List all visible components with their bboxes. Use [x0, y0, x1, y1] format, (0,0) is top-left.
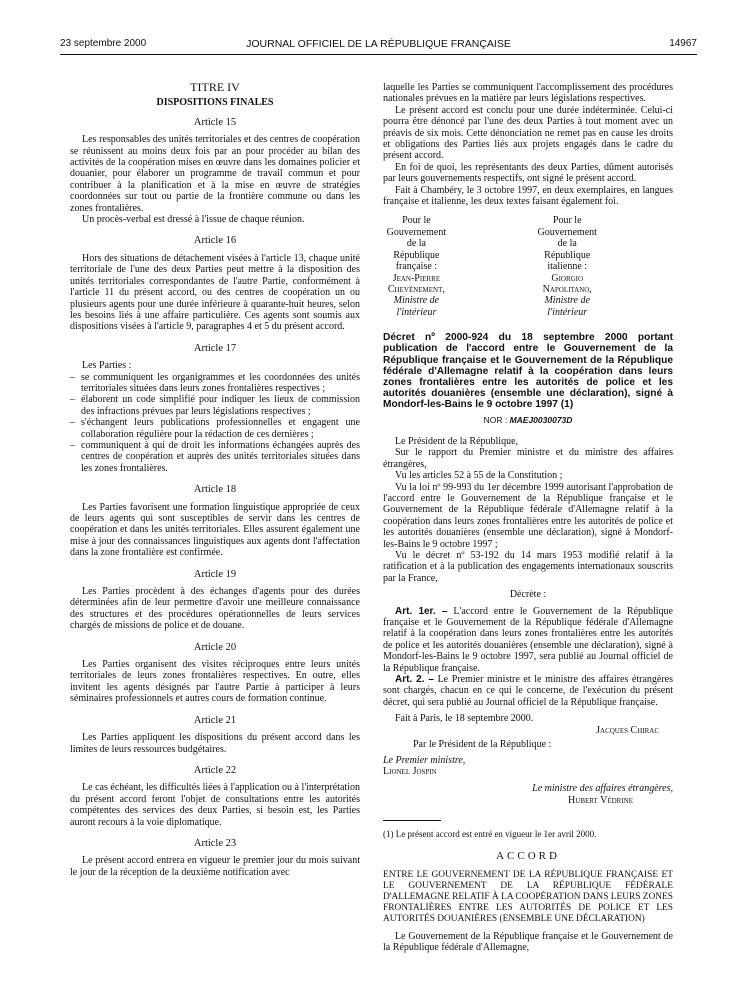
- article-23-title: Article 23: [193, 837, 237, 849]
- article-1-label: Art. 1er. –: [395, 605, 448, 617]
- article-15-paragraph: Les responsables des unités territoriales et des centres de coopération se réunissent au moins deux fois par an pour procéder au bilan des activités de la coopération mises en œuvre dans les domaines policier et douanier, pour élaborer un programme de travail commun et pour contribuer à la planification et à la mise en œuvre de stratégies coordonnées sur tout ou partie de la frontière commune ou dans les zones frontalières.: [70, 134, 360, 214]
- signatory-jospin: Lionel Jospin: [383, 765, 437, 777]
- accord-full-title: ENTRE LE GOUVERNEMENT DE LA RÉPUBLIQUE FRANÇAISE ET LE GOUVERNEMENT DE LA RÉPUBLIQUE FÉDÉRALE D'ALLEMAGNE RELATIF À LA COOPÉRATION DANS LEURS ZONES FRONTALIÈRES ENTRE LES AUTORITÉS DE POLICE ET LES AUTORITÉS DOUANIÈRES (ENSEMBLE UNE DÉCLARATION): [383, 869, 673, 924]
- list-item: – communiquent à qui de droit les informations échangées auprès des centres de coopération et auprès des unités territoriales situées dans les zones frontalières.: [70, 440, 360, 474]
- par-le-president: Par le Président de la République :: [413, 739, 552, 751]
- signature-line: de la République française :: [393, 238, 440, 273]
- article-17-list: [70, 372, 360, 475]
- header-journal-title: JOURNAL OFFICIEL DE LA RÉPUBLIQUE FRANÇAISE: [246, 38, 511, 50]
- signatory-name: Giorgio Napolitano,: [542, 272, 592, 295]
- article-23-paragraph: Le présent accord entrera en vigueur le premier jour du mois suivant le jour de la réception de la deuxième notification avec: [70, 855, 360, 878]
- signatory-chirac: Jacques Chirac: [596, 724, 659, 736]
- article-16-title: Article 16: [193, 235, 237, 247]
- header-rule: [60, 54, 697, 55]
- premier-ministre-title: Le Premier ministre,: [383, 754, 466, 766]
- list-item: – élaborent un code simplifié pour indiquer les lieux de commission des infractions prévues par leurs législations respectives ;: [70, 394, 360, 417]
- signatory-title: Ministre de l'intérieur: [393, 295, 440, 318]
- signatory-title: Ministre de l'intérieur: [544, 295, 590, 318]
- continuation-paragraph: Fait à Chambéry, le 3 octobre 1997, en deux exemplaires, en langues française et italienne, les deux textes faisant également foi.: [383, 184, 673, 208]
- article-21-paragraph: Les Parties appliquent les dispositions du présent accord dans les limites de leurs ressources budgétaires.: [70, 732, 360, 755]
- decret-paragraph: Vu la loi nº 99-993 du 1er décembre 1999 autorisant l'approbation de l'accord entre le Gouvernement de la République française et le Gouvernement de la République fédérale d'Allemagne relatif à la coopération dans leurs zones frontalières entre les autorités de police et les autorités douanières (ensemble une déclaration), signé à Mondorf-les-Bains le 9 octobre 1997 ;: [383, 481, 673, 550]
- continuation-paragraph: Le présent accord est conclu pour une durée indéterminée. Celui-ci pourra être dénoncé par l'une des deux Parties à tout moment avec un préavis de six mois. Cette dénonciation ne remet pas en cause les droits et obligations des Parties liés aux projets engagés dans le cadre du présent accord.: [383, 104, 673, 162]
- decrete-label: Décrète :: [509, 589, 547, 601]
- right-column: [383, 82, 673, 954]
- article-2-text: Le Premier ministre et le ministre des affaires étrangères sont chargés, chacun en ce qui le concerne, de l'exécution du présent décret, qui sera publié au Journal officiel de la République française.: [383, 674, 673, 708]
- article-2-paragraph: [383, 674, 673, 708]
- decret-paragraph: Vu les articles 52 à 55 de la Constitution ;: [395, 470, 563, 482]
- header-date: 23 septembre 2000: [60, 38, 147, 49]
- continuation-paragraph: laquelle les Parties se communiquent l'accomplissement des procédures nationales prévues en la matière par leurs législations respectives.: [383, 82, 673, 105]
- accord-paragraph: Le Gouvernement de la République française et le Gouvernement de la République fédérale d'Allemagne,: [383, 930, 673, 954]
- article-20-title: Article 20: [193, 641, 237, 653]
- signature-france: [383, 215, 522, 318]
- article-15-paragraph: Un procès-verbal est dressé à l'issue de chaque réunion.: [82, 214, 305, 226]
- footnote-rule: [383, 820, 441, 821]
- accord-signatures: [383, 215, 673, 318]
- article-17-intro: Les Parties :: [82, 360, 132, 372]
- accord-heading: ACCORD: [496, 849, 560, 862]
- decret-paragraph: Le Président de la République,: [395, 435, 519, 447]
- dispositions-heading: DISPOSITIONS FINALES: [156, 97, 274, 109]
- decret-paragraph: Sur le rapport du Premier ministre et du ministre des affaires étrangères,: [383, 447, 673, 470]
- titre-heading: TITRE IV: [190, 80, 240, 94]
- page-header: [60, 38, 697, 52]
- signature-line: Pour le Gouvernement: [386, 215, 447, 238]
- article-17-title: Article 17: [193, 342, 237, 354]
- article-18-paragraph: Les Parties favorisent une formation linguistique appropriée de ceux de leurs agents qui sont susceptibles de servir dans les centres de coopération et dans les unités territoriales. Elles assurent également une mise à jour des connaissances linguistiques aux agents dont l'affectation dans la zone frontalière est confirmée.: [70, 501, 360, 559]
- signatory-vedrine: Hubert Védrine: [568, 794, 633, 806]
- signature-line: de la République italienne :: [544, 238, 591, 273]
- article-16-paragraph: Hors des situations de détachement visées à l'article 13, chaque unité territoriale de l'une des deux Parties peut mettre à la disposition des unités territoriales correspondantes de l'autre Partie, conformément à l'article 11 du présent accord, ou des centres de coopération un ou plusieurs agents pour une durée inférieure à quarante-huit heures, selon les besoins liés à une affaire particulière. Ces agents sont soumis aux dispositions visées à l'article 9, paragraphes 4 et 5 du présent accord.: [70, 252, 360, 333]
- ministre-ae-title: Le ministre des affaires étrangères,: [532, 783, 673, 795]
- article-22-paragraph: Le cas échéant, les difficultés liées à l'application ou à l'interprétation du présent accord feront l'objet de consultations entre les autorités compétentes des services des deux Parties, si besoin est, les Parties auront recours à la voie diplomatique.: [70, 782, 360, 828]
- article-15-title: Article 15: [193, 116, 237, 128]
- article-1-paragraph: [383, 606, 673, 674]
- signature-line: Pour le Gouvernement: [537, 215, 597, 238]
- nor-code: MAEJ0030073D: [509, 414, 573, 425]
- footnote: (1) Le présent accord est entré en vigueur le 1er avril 2000.: [383, 829, 597, 840]
- signatory-name: Jean-Pierre Chevènement,: [387, 272, 445, 295]
- article-19-title: Article 19: [193, 568, 237, 580]
- signature-italy: [534, 215, 673, 318]
- nor-label: NOR :: [483, 414, 508, 425]
- fait-a-paris: Fait à Paris, le 18 septembre 2000.: [395, 713, 534, 725]
- decret-paragraph: Vu le décret nº 53-192 du 14 mars 1953 modifié relatif à la ratification et à la publication des engagements internationaux souscrits par la France,: [383, 550, 673, 584]
- article-22-title: Article 22: [193, 764, 237, 776]
- header-page-number: 14967: [669, 38, 697, 49]
- decret-title: Décret nº 2000-924 du 18 septembre 2000 portant publication de l'accord entre le Gouvernement de la République française et le Gouvernement de la République fédérale d'Allemagne relatif à la coopération dans leurs zones frontalières entre les autorités de police et les autorités douanières (ensemble une déclaration), signé à Mondorf-les-Bains le 9 octobre 1997 (1): [383, 332, 673, 411]
- article-2-label: Art. 2. –: [395, 674, 434, 686]
- article-18-title: Article 18: [193, 484, 237, 496]
- list-item: – s'échangent leurs publications professionnelles et engagent une collaboration régulière pour la rédaction de ces dernières ;: [70, 417, 360, 440]
- article-20-paragraph: Les Parties organisent des visites réciproques entre leurs unités territoriales de leurs zones frontalières respectives. En outre, elles invitent les agents désignés par l'autre Partie à participer à leurs séminaires professionnels et autres cours de formation continue.: [70, 659, 360, 705]
- article-19-paragraph: Les Parties procèdent à des échanges d'agents pour des durées déterminées afin de leur permettre d'avoir une meilleure connaissance des structures et des procédures opérationnelles de leurs services chargés de missions de police et de douane.: [70, 586, 360, 632]
- nor-reference: [383, 415, 673, 426]
- continuation-paragraph: En foi de quoi, les représentants des deux Parties, dûment autorisés par leurs gouvernements respectifs, ont signé le présent accord.: [383, 161, 673, 185]
- left-column: [70, 82, 360, 878]
- list-item: – se communiquent les organigrammes et les coordonnées des unités territoriales situées dans leurs zones frontalières respectives ;: [70, 372, 360, 395]
- article-21-title: Article 21: [193, 714, 237, 726]
- article-1-text: L'accord entre le Gouvernement de la République française et le Gouvernement de la République fédérale d'Allemagne relatif à la coopération dans leurs zones frontalières entre les autorités de police et les autorités douanières (ensemble une déclaration), signé à Mondorf-les-Bains le 9 octobre 1997, sera publié au Journal officiel de la République française.: [383, 605, 673, 674]
